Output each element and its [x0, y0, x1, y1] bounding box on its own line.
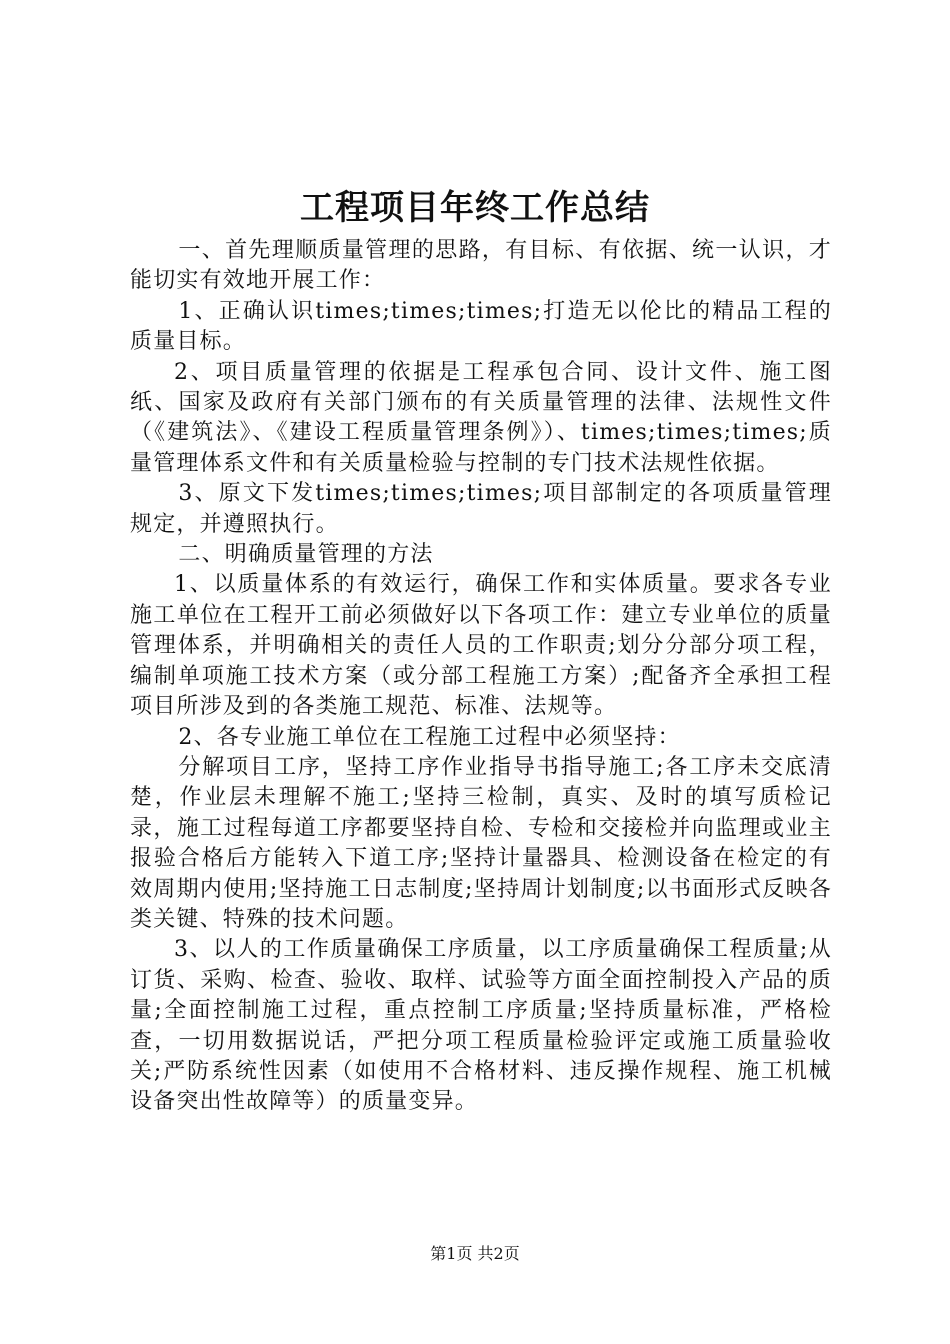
- paragraph-3: 2、项目质量管理的依据是工程承包合同、设计文件、施工图纸、国家及政府有关部门颁布的有关质量管理的法律、法规性文件（《建筑法》、《建设工程质量管理条例》）、times;times;times;质量管理体系文件和有关质量检验与控制的专门技术法规性依据。: [130, 359, 832, 476]
- paragraph-6: 1、以质量体系的有效运行，确保工作和实体质量。要求各专业施工单位在工程开工前必须做好以下各项工作：建立专业单位的质量管理体系，并明确相关的责任人员的工作职责;划分分部分项工程，编制单项施工技术方案（或分部工程施工方案）;配备齐全承担工程项目所涉及到的各类施工规范、标准、法规等。: [130, 572, 832, 720]
- paragraph-5: 二、明确质量管理的方法: [178, 542, 434, 568]
- paragraph-9: 3、以人的工作质量确保工序质量，以工序质量确保工程质量;从订货、采购、检查、验收、取样、试验等方面全面控制投入产品的质量;全面控制施工过程，重点控制工序质量;坚持质量标准，严格检查，一切用数据说话，严把分项工程质量检验评定或施工质量验收关;严防系统性因素（如使用不合格材料、违反操作规程、施工机械设备突出性故障等）的质量变异。: [130, 937, 832, 1115]
- page-title: 工程项目年终工作总结: [300, 188, 650, 228]
- page-footer: 第1页 共2页: [430, 1244, 520, 1263]
- paragraph-1: 一、首先理顺质量管理的思路，有目标、有依据、统一认识，才能切实有效地开展工作：: [130, 238, 832, 294]
- paragraph-8: 分解项目工序，坚持工序作业指导书指导施工;各工序未交底清楚，作业层未理解不施工;坚持三检制，真实、及时的填写质检记录，施工过程每道工序都要坚持自检、专检和交接检并向监理或业主报验合格后方能转入下道工序;坚持计量器具、检测设备在检定的有效周期内使用;坚持施工日志制度;坚持周计划制度;以书面形式反映各类关键、特殊的技术问题。: [130, 754, 832, 932]
- paragraph-4: 3、原文下发times;times;times;项目部制定的各项质量管理规定，并遵照执行。: [130, 481, 832, 537]
- document-body: [130, 236, 832, 1118]
- paragraph-7: 2、各专业施工单位在工程施工过程中必须坚持：: [178, 724, 681, 750]
- paragraph-2: 1、正确认识times;times;times;打造无以伦比的精品工程的质量目标。: [130, 298, 832, 355]
